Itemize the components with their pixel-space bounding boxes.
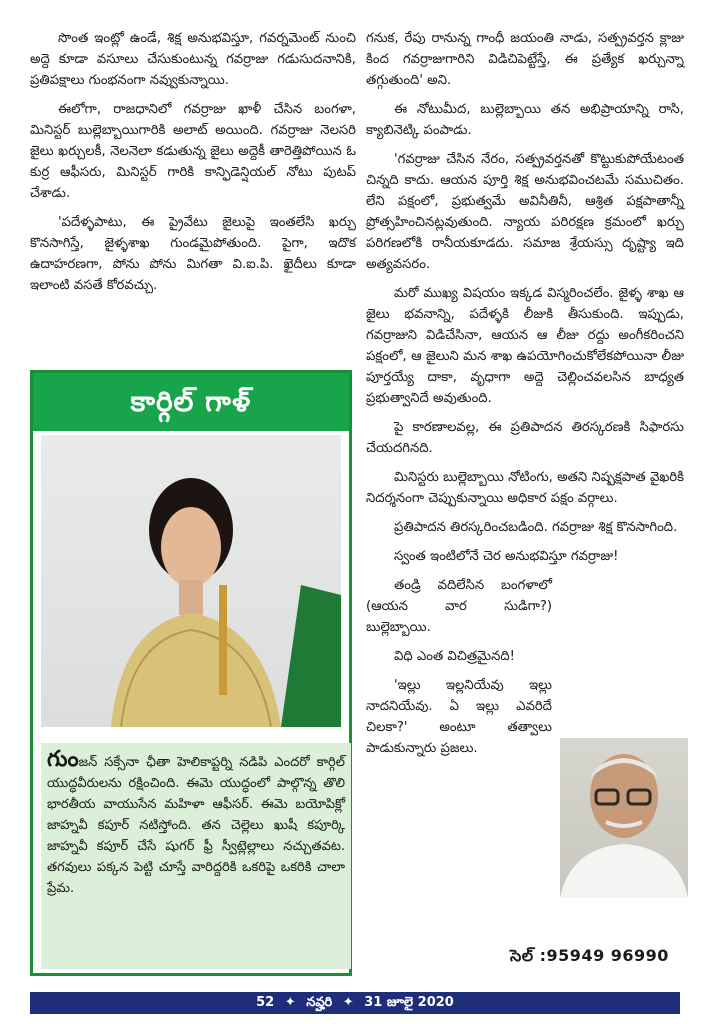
article-paragraph: 'పదేళ్ళపాటు, ఈ ప్రైవేటు జైలుపై ఇంతలేసి ఖర్చు కొనసాగిస్తే, జైళ్ళశాఖ గుండమైపోతుంది. పైగా, ఇదొక ఉదాహరణగా, పోను పోను మిగతా వి.ఐ.పి. ఖైదీలు కూడా ఇలాంటి వసతే కోరవచ్చు. bbox=[30, 215, 356, 293]
star-icon: ✦ bbox=[284, 995, 296, 1010]
magazine-name: నవ్హరి bbox=[306, 995, 333, 1010]
narrow-text-block bbox=[366, 575, 684, 759]
box-caption bbox=[41, 743, 351, 969]
left-column bbox=[30, 28, 356, 304]
kargil-girl-box bbox=[30, 370, 352, 976]
star-icon: ✦ bbox=[342, 995, 354, 1010]
caption-text: జన్ సక్సేనా ఛీతా హెలికాప్టర్ని నడిపి ఎందరో కార్గిల్ యుద్ధవీరులను రక్షించింది. ఈమె యుద్ధంలో పాల్గొన్న తొలి భారతీయ వాయుసేన మహిళా ఆఫీసర్. ఈమె బయోపిక్లో జాహ్నవీ కపూర్ నటిస్తోంది. తన చెల్లెలు ఖుషీ కపూర్కి జాహ్నవీ కపూర్ చేసే షుగర్ ఫ్రీ స్వీట్లెల్లాలు నచ్చుతవట. తగవులు పక్కన పెట్టి చూస్తే వారిద్దరికి ఒకరిపై ఒకరికి చాలా ప్రేమ. bbox=[47, 755, 345, 896]
article-paragraph: విధి ఎంత విచిత్రమైనది! bbox=[394, 649, 515, 664]
article-paragraph: మరో ముఖ్య విషయం ఇక్కడ విస్మరించలేం. జైళ్ళ శాఖ ఆ జైలు భవనాన్ని, పదేళ్ళకి లీజుకి తీసుకుంది. ఇప్పుడు, గవర్రాజుని విడిచేసినా, ఆయన ఆ లీజు రద్దు అంగీకరించని పక్షంలో, ఆ జైలుని మన శాఖ ఉపయోగించుకోలేకపోయినా లీజు పూర్తయ్యే దాకా, వృధాగా అద్దె చెల్లించవలసిన బాధ్యత ప్రభుత్వానిదే అవుతుంది. bbox=[366, 286, 684, 406]
article-paragraph: పై కారణాలవల్ల, ఈ ప్రతిపాదన తిరస్కరణకి సిఫారసు చేయదగినది. bbox=[366, 420, 684, 456]
page-footer bbox=[30, 992, 680, 1014]
article-paragraph: మినిస్టరు బుల్లెబ్బాయి నోటింగు, అతని నిష్పక్షపాత వైఖరికి నిదర్శనంగా చెప్పుకున్నాయి అధికార పక్షం వర్గాలు. bbox=[366, 470, 684, 506]
actress-illustration bbox=[41, 435, 341, 727]
article-paragraph: గనుక, రేపు రానున్న గాంధీ జయంతి నాడు, సత్ప్రవర్తన క్లాజు కింద గవర్రాజుగారిని విడిచిపెట్టేస్తే, ఈ ప్రత్యేక ఖర్చున్నా తగ్గుతుంది' అని. bbox=[366, 31, 684, 88]
article-paragraph: ప్రతిపాదన తిరస్కరించబడింది. గవర్రాజు శిక్ష కొనసాగింది. bbox=[394, 520, 678, 535]
article-paragraph: 'గవర్రాజు చేసిన నేరం, సత్ప్రవర్తనతో కొట్టుకుపోయేటంత చిన్నది కాదు. ఆయన పూర్తి శిక్ష అనుభవించటమే సముచితం. లేని పక్షంలో, ప్రభుత్వమే అవినీతినీ, ఆశ్రిత పక్షపాతాన్నీ ప్రోత్సహించినట్లవుతుంది. న్యాయ పరిరక్షణ క్రమంలో ఖర్చు పరిగణలోకి రానీయకూడదు. సమాజ శ్రేయస్సు దృష్ట్యా ఇది అత్యవసరం. bbox=[366, 152, 684, 272]
article-paragraph: 'ఇల్లు ఇల్లనియేవు ఇల్లు నాదనియేవు. ఏ ఇల్లు ఎవరిదే చిలకా?' అంటూ తత్వాలు పాడుకున్నారు ప్రజలు. bbox=[366, 678, 552, 756]
box-title: కార్గిల్ గాళ్ bbox=[33, 373, 349, 431]
article-paragraph: స్వంత ఇంటిలోనే చెర అనుభవిస్తూ గవర్రాజు! bbox=[394, 549, 619, 564]
article-paragraph: సొంత ఇంట్లో ఉండే, శిక్ష అనుభవిస్తూ, గవర్నమెంట్ నుంచి అద్దె కూడా వసూలు చేసుకుంటున్న గవర్రాజు గడుసుదనానికి, ప్రతిపక్షాలు గుంభనంగా నవ్వుకున్నాయి. bbox=[30, 31, 356, 88]
issue-date: 31 జూలై 2020 bbox=[364, 995, 454, 1010]
author-illustration bbox=[560, 738, 688, 898]
article-paragraph: తండ్రి వదిలేసిన బంగళాలో (ఆయన వార సుడిగా?) బుల్లెబ్బాయి. bbox=[366, 578, 552, 635]
contact-number: సెల్ :95949 96990 bbox=[510, 946, 669, 965]
article-paragraph: ఈ నోటుమీద, బుల్లెబ్బాయి తన అభిప్రాయాన్ని రాసి, క్యాబినెట్కి పంపాడు. bbox=[366, 102, 684, 138]
right-column bbox=[366, 28, 684, 767]
article-paragraph: ఈలోగా, రాజధానిలో గవర్రాజు ఖాళీ చేసిన బంగళా, మినిస్టర్ బుల్లెబ్బాయిగారికి అలాట్ అయింది. గవర్రాజు నెలసరి జైలు ఖర్చులకీ, నెలనెలా కడుతున్న జైలు అద్దెకీ తారెత్తిపోయిన ఓ కుర్ర ఆఫీసరు, మినిస్టర్ గారికి కాన్ఫిడెన్షియల్ నోటు పుటప్ చేశాడు. bbox=[30, 102, 356, 201]
actress-photo bbox=[41, 435, 341, 727]
author-photo bbox=[560, 738, 688, 898]
caption-dropcap: గుం bbox=[47, 747, 79, 772]
page-number: 52 bbox=[256, 995, 275, 1010]
